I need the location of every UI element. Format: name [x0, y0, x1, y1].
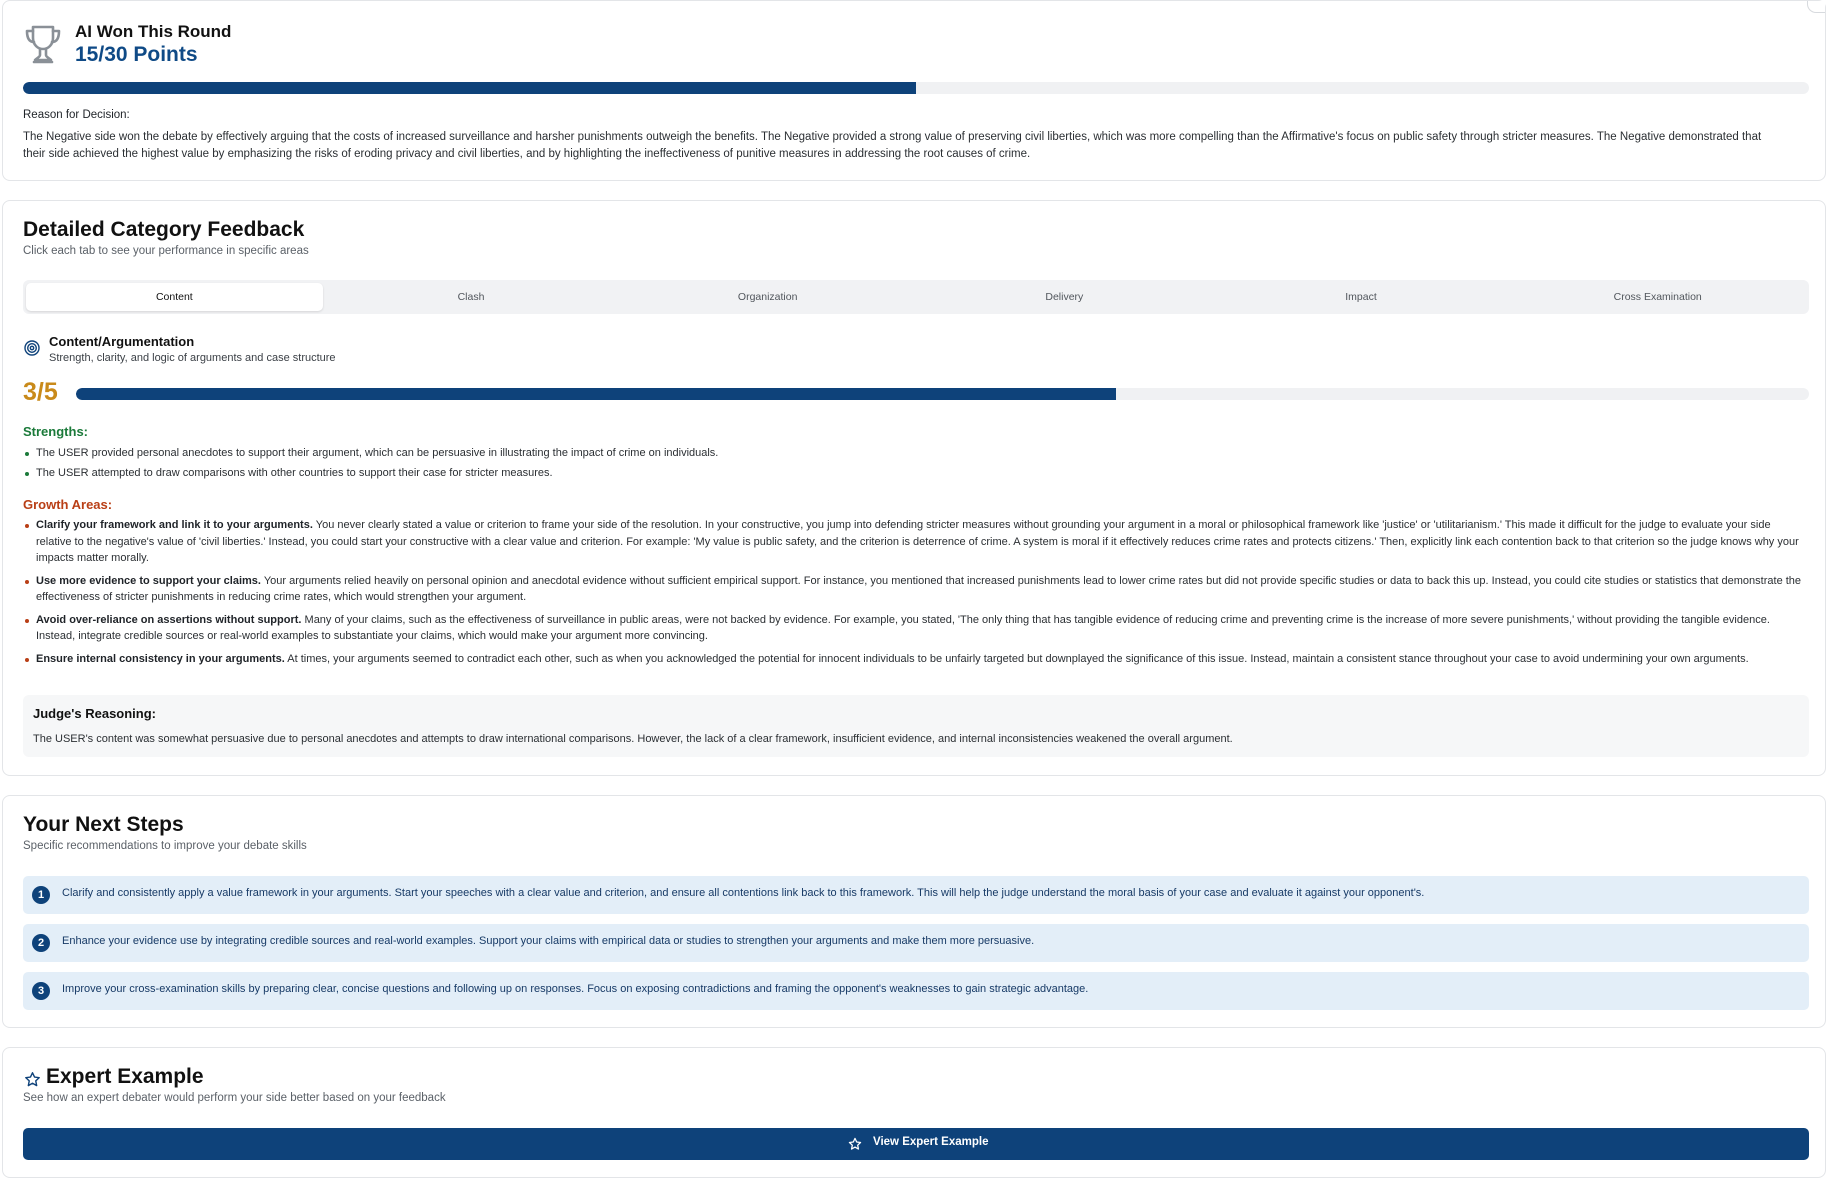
growth-item — [23, 612, 1809, 645]
category-score-bar — [76, 388, 1809, 400]
growth-item-title: Ensure internal consistency in your arguments. — [36, 652, 285, 665]
close-button[interactable] — [1807, 1, 1825, 13]
judge-reasoning-title: Judge's Reasoning: — [33, 706, 156, 721]
star-icon — [24, 1071, 41, 1088]
reason-text: The Negative side won the debate by effectively arguing that the costs of increased surveillance and harsher punishments outweigh the benefits. The Negative provided a strong value of preserving civil liberties, which was more compelling than the Affirmative's focus on public safety through stricter measures. The Negative demonstrated that their side achieved the highest value by emphasizing the risks of eroding privacy and civil liberties, and by highlighting the ineffectiveness of punitive measures in addressing the root causes of crime. — [23, 131, 1762, 160]
tab-content[interactable]: Content — [26, 283, 323, 311]
next-steps-heading: Your Next Steps — [23, 813, 184, 836]
judge-reasoning-box — [23, 695, 1809, 757]
strengths-list — [23, 445, 1809, 484]
tab-impact[interactable]: Impact — [1345, 291, 1377, 303]
next-steps-card — [2, 795, 1826, 1028]
category-tabs — [23, 280, 1809, 314]
strengths-label: Strengths: — [23, 424, 88, 439]
next-step-item — [23, 972, 1809, 1010]
category-title: Content/Argumentation — [49, 334, 195, 349]
growth-item-title: Avoid over-reliance on assertions without support. — [36, 613, 302, 626]
target-icon — [24, 340, 40, 356]
result-title: AI Won This Round — [75, 22, 232, 41]
category-score-fill — [76, 388, 1116, 400]
next-step-item — [23, 876, 1809, 914]
star-icon — [848, 1137, 862, 1151]
expert-subheading: See how an expert debater would perform your side better based on your feedback — [23, 1092, 446, 1104]
strength-item: The USER attempted to draw comparisons with other countries to support their case for stricter measures. — [23, 465, 1809, 482]
category-score: 3/5 — [23, 378, 58, 406]
result-card — [2, 0, 1826, 181]
growth-item-text: Many of your claims, such as the effectiveness of surveillance in public areas, were not backed by evidence. For example, you stated, 'The only thing that has tangible evidence of reducing crime and preventing crime is the increase of more severe punishments,' without providing the tangible evidence. Instead, integrate credible sources or real-world examples to substantiate your claims, which would make your argument more convincing. — [36, 613, 1770, 642]
growth-item — [23, 517, 1809, 567]
step-number-badge: 3 — [32, 982, 50, 1000]
growth-item — [23, 573, 1809, 606]
tab-cross-examination[interactable]: Cross Examination — [1613, 291, 1702, 303]
growth-item-title: Use more evidence to support your claims. — [36, 574, 261, 587]
trophy-icon — [24, 24, 62, 66]
step-text: Clarify and consistently apply a value framework in your arguments. Start your speeches with a clear value and criterion, and ensure all contentions link back to this framework. This will help the judge understand the moral basis of your case and evaluate it against your opponent's. — [62, 887, 1425, 899]
result-points: 15/30 Points — [75, 43, 198, 66]
step-number-badge: 1 — [32, 886, 50, 904]
step-text: Improve your cross-examination skills by preparing clear, concise questions and following up on responses. Focus on exposing contradictions and framing the opponent's weaknesses to gain strategic advantage. — [62, 983, 1089, 995]
tab-organization[interactable]: Organization — [737, 291, 798, 303]
growth-item-text: Your arguments relied heavily on personal opinion and anecdotal evidence without sufficient empirical support. For instance, you mentioned that increased punishments lead to lower crime rates but did not provide specific studies or data to back this up. Instead, you could cite studies or statistics that demonstrate the effectiveness of stricter punishments in reducing crime rates, which would strengthen your argument. — [36, 574, 1802, 603]
growth-areas-list — [23, 517, 1809, 673]
expert-example-card — [2, 1047, 1826, 1178]
growth-item-text: At times, your arguments seemed to contradict each other, such as when you acknowledged the potential for innocent individuals to be unfairly targeted but downplayed the significance of this issue. Instead, maintain a consistent stance throughout your case to avoid undermining your own arguments. — [284, 652, 1749, 665]
category-subheading: Click each tab to see your performance in specific areas — [23, 245, 309, 257]
reason-label: Reason for Decision: — [23, 109, 130, 121]
view-expert-example-label: View Expert Example — [873, 1136, 989, 1148]
category-feedback-card — [2, 200, 1826, 776]
category-description: Strength, clarity, and logic of arguments and case structure — [49, 352, 336, 364]
step-number-badge: 2 — [32, 934, 50, 952]
next-steps-subheading: Specific recommendations to improve your debate skills — [23, 840, 307, 852]
growth-item — [23, 651, 1809, 668]
step-text: Enhance your evidence use by integrating credible sources and real-world examples. Support your claims with empirical data or studies to strengthen your arguments and make them more persuasive. — [62, 935, 1035, 947]
view-expert-example-button[interactable] — [23, 1128, 1809, 1160]
growth-item-text: You never clearly stated a value or criterion to frame your side of the resolution. In your constructive, you jump into defending stricter measures without grounding your argument in a moral or philosophical framework like 'justice' or 'utilitarianism.' This made it difficult for the judge to evaluate your side relative to the negative's value of 'civil liberties.' Instead, you could start your constructive with a clear value and criterion. For example: 'My value is public safety, and the criterion is deterrence of crime. A system is moral if it effectively reduces crime rates and protects citizens.' Then, explicitly link each contention back to that criterion so the judge knows why your impacts matter morally. — [36, 519, 1799, 564]
result-progress-fill — [23, 82, 916, 94]
category-heading: Detailed Category Feedback — [23, 218, 305, 241]
tab-delivery[interactable]: Delivery — [1045, 291, 1084, 303]
growth-item-title: Clarify your framework and link it to your arguments. — [36, 519, 313, 531]
next-step-item — [23, 924, 1809, 962]
tab-clash[interactable]: Clash — [457, 291, 485, 303]
strength-item: The USER provided personal anecdotes to support their argument, which can be persuasive in illustrating the impact of crime on individuals. — [23, 445, 1809, 462]
growth-areas-label: Growth Areas: — [23, 497, 113, 512]
result-progress-bar — [23, 82, 1809, 94]
judge-reasoning-text: The USER's content was somewhat persuasive due to personal anecdotes and attempts to draw international comparisons. However, the lack of a clear framework, insufficient evidence, and internal inconsistencies weakened the overall argument. — [33, 733, 1233, 745]
expert-heading: Expert Example — [46, 1065, 204, 1088]
